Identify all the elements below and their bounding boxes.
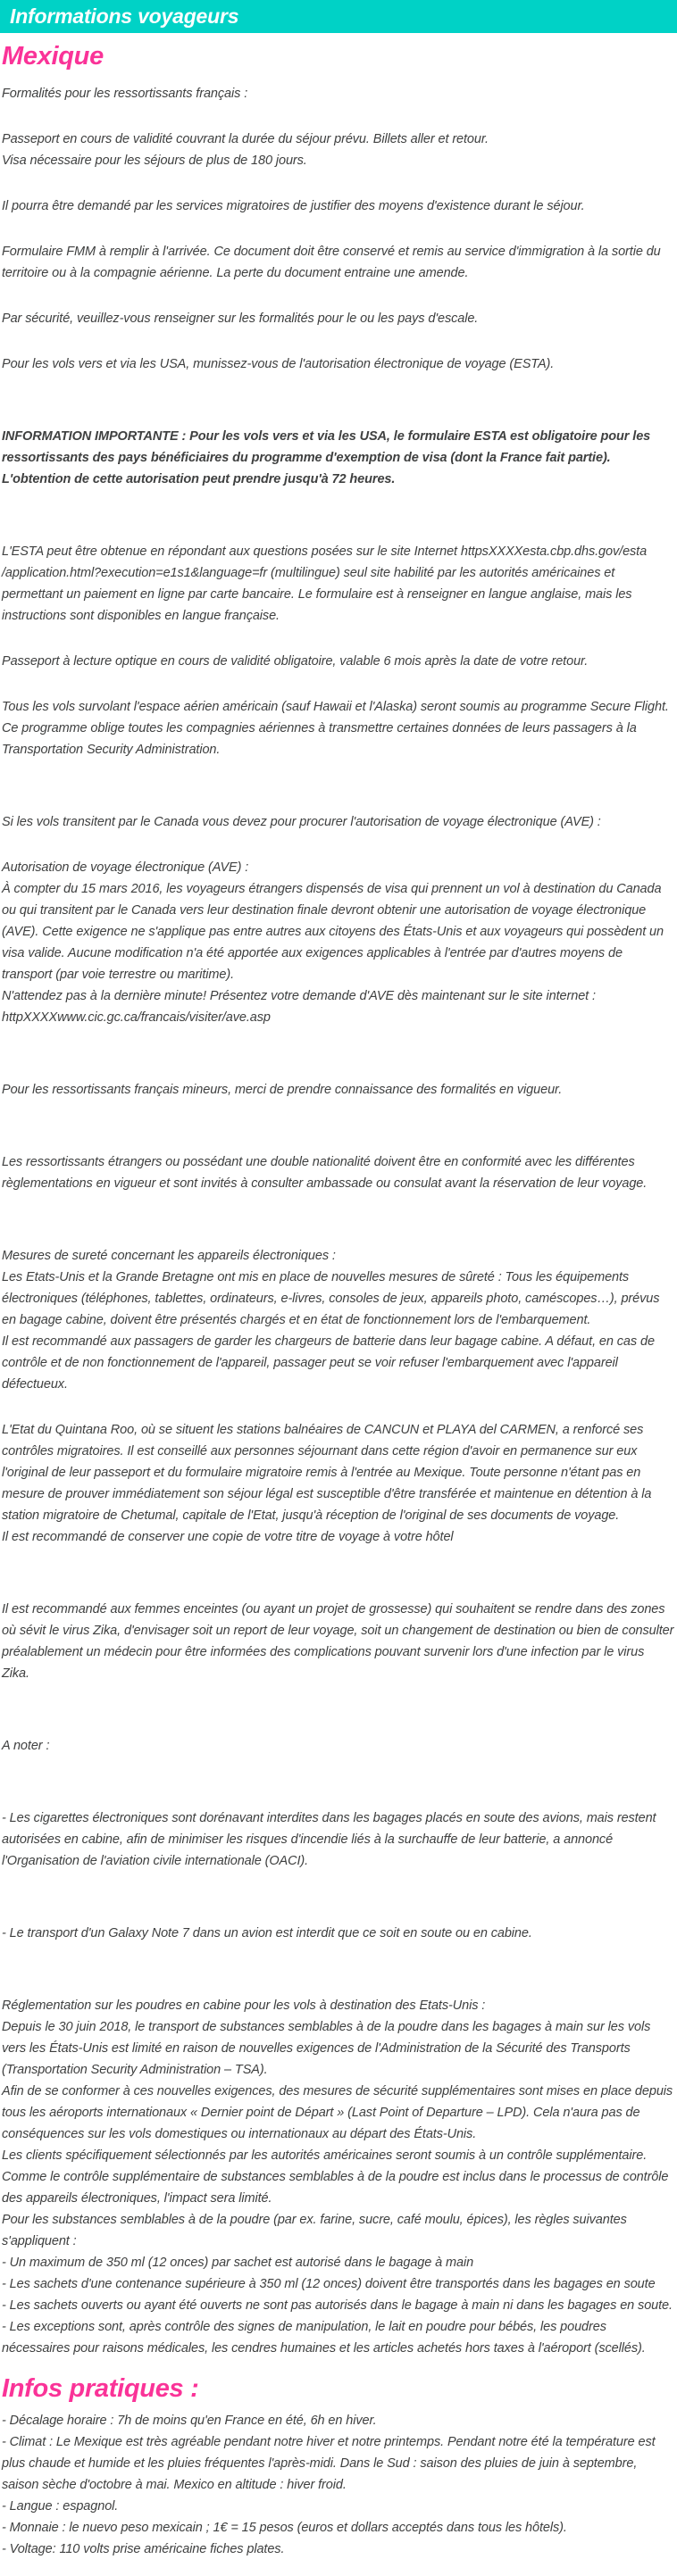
paragraph-surete-detail: Les Etats-Unis et la Grande Bretagne ont mis en place de nouvelles mesures de sûreté : Tous les équipements électroniques (téléphones, tablettes, ordinateurs, e-livres, consoles de jeux, appareils photo, caméscopes…), prévus en bagage cabine, doivent être présentés chargés et en état de fonctionnement lors de l'embarquement.: [2, 1270, 660, 1327]
paragraph-esta-usa: Pour les vols vers et via les USA, munissez-vous de l'autorisation électronique de voyage (ESTA).: [2, 357, 555, 371]
paragraph-passeport-optique: Passeport à lecture optique en cours de validité obligatoire, valable 6 mois après la date de votre retour.: [2, 654, 589, 669]
paragraph-esta-site: L'ESTA peut être obtenue en répondant aux questions posées sur le site Internet httpsXXXXesta.cbp.dhs.gov/esta /application.html?execution=e1s1&language=fr (multilingue) seul site habilité par les autorités américaines et permettant un paiement en ligne par carte bancaire. Le formulaire est à renseigner en langue anglaise, mais les instructions sont disponibles en langue française.: [2, 544, 648, 623]
paragraph-regle-sachets-ouverts: - Les sachets ouverts ou ayant été ouverts ne sont pas autorisés dans le bagage à main ni dans les bagages en soute.: [2, 2298, 673, 2313]
infos-pratiques-heading: Infos pratiques :: [2, 2374, 199, 2403]
paragraph-cigarettes-electroniques: - Les cigarettes électroniques sont dorénavant interdites dans les bagages placés en soute des avions, mais restent autorisées en cabine, afin de minimiser les risques d'incendie liés à la surchauffe de leur batterie, a annoncé l'Organisation de l'aviation civile internationale (OACI).: [2, 1811, 656, 1868]
paragraph-surete-titre: Mesures de sureté concernant les appareils électroniques :: [2, 1249, 336, 1263]
paragraph-quintana-roo: L'Etat du Quintana Roo, où se situent les stations balnéaires de CANCUN et PLAYA del CARMEN, a renforcé ses contrôles migratoires. Il est conseillé aux personnes séjournant dans cette région d'avoir en permanence sur eux l'original de leur passeport et du formulaire migratoire remis à l'entrée au Mexique. Toute personne n'étant pas en mesure de prouver immédiatement son séjour légal est susceptible d'être transférée et maintenue en détention à la station migratoire de Chetumal, capitale de l'Etat, jusqu'à réception de l'original de ses documents de voyage.: [2, 1423, 652, 1523]
content-area: [0, 41, 677, 2576]
paragraph-regle-exceptions: - Les exceptions sont, après contrôle des signes de manipulation, le lait en poudre pour bébés, les poudres nécessaires pour raisons médicales, les cendres humaines et les articles achetés hors taxes à l'aéroport (scellés).: [2, 2320, 646, 2356]
info-item-monnaie: - Monnaie : le nuevo peso mexicain ; 1€ = 15 pesos (euros et dollars acceptés dans tous les hôtels).: [2, 2521, 567, 2535]
paragraph-galaxy-note7: - Le transport d'un Galaxy Note 7 dans un avion est interdit que ce soit en soute ou en cabine.: [2, 1926, 532, 1940]
important-notice: INFORMATION IMPORTANTE : Pour les vols vers et via les USA, le formulaire ESTA est obligatoire pour les ressortissants des pays bénéficiaires du programme d'exemption de visa (dont la France fait partie). L'obtention de cette autorisation peut prendre jusqu'à 72 heures.: [2, 429, 651, 486]
info-item-voltage: - Voltage: 110 volts prise américaine fiches plates.: [2, 2542, 285, 2556]
paragraph-pays-escale: Par sécurité, veuillez-vous renseigner sur les formalités pour le ou les pays d'escale.: [2, 312, 479, 326]
info-item-climat: - Climat : Le Mexique est très agréable pendant notre hiver et notre printemps. Pendant notre été la température est plus chaude et humide et les pluies fréquentes l'après-midi. Dans le Sud : saison des pluies de juin à septembre, saison sèche d'octobre à mai. Mexico en altitude : hiver froid.: [2, 2435, 656, 2492]
paragraph-moyens-existence: Il pourra être demandé par les services migratoires de justifier des moyens d'existence durant le séjour.: [2, 199, 585, 213]
paragraph-ave-site: N'attendez pas à la dernière minute! Présentez votre demande d'AVE dès maintenant sur le site internet : httpXXXXwww.cic.gc.ca/francais/visiter/ave.asp: [2, 989, 596, 1025]
paragraph-ave-titre: Autorisation de voyage électronique (AVE) :: [2, 860, 249, 875]
paragraph-impact-limite: Comme le contrôle supplémentaire de substances semblables à de la poudre est inclus dans le processus de contrôle des appareils électroniques, l'impact sera limité.: [2, 2170, 669, 2206]
paragraph-visa: Visa nécessaire pour les séjours de plus de 180 jours.: [2, 154, 307, 168]
paragraph-poudres-titre: Réglementation sur les poudres en cabine pour les vols à destination des Etats-Unis :: [2, 1998, 486, 2013]
paragraph-poudres-lpd: Afin de se conformer à ces nouvelles exigences, des mesures de sécurité supplémentaires sont mises en place depuis tous les aéroports internationaux « Dernier point de Départ » (Last Point of Departure – LPD). Cela n'aura pas de conséquences sur les vols domestiques ou internationaux au départ des États-Unis.: [2, 2084, 673, 2141]
paragraph-regle-soute: - Les sachets d'une contenance supérieure à 350 ml (12 onces) doivent être transportés dans les bagages en soute: [2, 2277, 656, 2291]
country-heading: Mexique: [2, 42, 104, 71]
paragraph-regle-350ml: - Un maximum de 350 ml (12 onces) par sachet est autorisé dans le bagage à main: [2, 2256, 474, 2270]
paragraph-regles-poudre: Pour les substances semblables à de la poudre (par ex. farine, sucre, café moulu, épices), les règles suivantes s'appliquent :: [2, 2213, 627, 2248]
paragraph-formalites: Formalités pour les ressortissants français :: [2, 87, 248, 101]
section-title: Informations voyageurs: [10, 4, 239, 28]
paragraph-double-nationalite: Les ressortissants étrangers ou possédant une double nationalité doivent être en conformité avec les différentes règlementations en vigueur et sont invités à consulter ambassade ou consulat avant la réservation de leur voyage.: [2, 1155, 648, 1191]
info-item-decalage-horaire: - Décalage horaire : 7h de moins qu'en France en été, 6h en hiver.: [2, 2414, 377, 2428]
paragraph-controle-supplementaire: Les clients spécifiquement sélectionnés par les autorités américaines seront soumis à un contrôle supplémentaire.: [2, 2148, 648, 2163]
paragraph-zika: Il est recommandé aux femmes enceintes (ou ayant un projet de grossesse) qui souhaitent se rendre dans des zones où sévit le virus Zika, d'envisager soit un report de leur voyage, soit un changement de destination ou bien de consulter préalablement un médecin pour être informées des complications pouvant survenir lors d'une infection par le virus Zika.: [2, 1602, 674, 1681]
paragraph-chargeurs: Il est recommandé aux passagers de garder les chargeurs de batterie dans leur bagage cabine. A défaut, en cas de contrôle et de non fonctionnement de l'appareil, passager peut se voir refuser l'embarquement avec l'appareil défectueux.: [2, 1334, 655, 1392]
paragraph-copie-titre-voyage: Il est recommandé de conserver une copie de votre titre de voyage à votre hôtel: [2, 1530, 454, 1544]
info-item-langue: - Langue : espagnol.: [2, 2499, 119, 2514]
paragraph-poudres-tsa: Depuis le 30 juin 2018, le transport de substances semblables à de la poudre dans les bagages à main sur les vols vers les États-Unis est limité en raison de nouvelles exigences de l'Administration de la Sécurité des Transports (Transportation Security Administration – TSA).: [2, 2020, 651, 2077]
paragraph-mineurs: Pour les ressortissants français mineurs, merci de prendre connaissance des formalités en vigueur.: [2, 1083, 563, 1097]
paragraph-passeport: Passeport en cours de validité couvrant la durée du séjour prévu. Billets aller et retour.: [2, 132, 489, 146]
paragraph-ave-detail: À compter du 15 mars 2016, les voyageurs étrangers dispensés de visa qui prennent un vol à destination du Canada ou qui transitent par le Canada vers leur destination finale devront obtenir une autorisation de voyage électronique (AVE). Cette exigence ne s'applique pas entre autres aux citoyens des États-Unis et aux voyageurs qui possèdent un visa valide. Aucune modification n'a été apportée aux exigences applicables à l'entrée par d'autres moyens de transport (par voie terrestre ou maritime).: [2, 882, 664, 982]
section-header-bar: [0, 0, 677, 33]
paragraph-formulaire-fmm: Formulaire FMM à remplir à l'arrivée. Ce document doit être conservé et remis au service d'immigration à la sortie du territoire ou à la compagnie aérienne. La perte du document entraine une amende.: [2, 245, 661, 280]
paragraph-secure-flight: Tous les vols survolant l'espace aérien américain (sauf Hawaii et l'Alaska) seront soumis au programme Secure Flight. Ce programme oblige toutes les compagnies aériennes à transmettre certaines données de leurs passagers à la Transportation Security Administration.: [2, 700, 669, 757]
paragraph-a-noter: A noter :: [2, 1739, 50, 1753]
paragraph-canada-ave-intro: Si les vols transitent par le Canada vous devez pour procurer l'autorisation de voyage électronique (AVE) :: [2, 815, 601, 829]
